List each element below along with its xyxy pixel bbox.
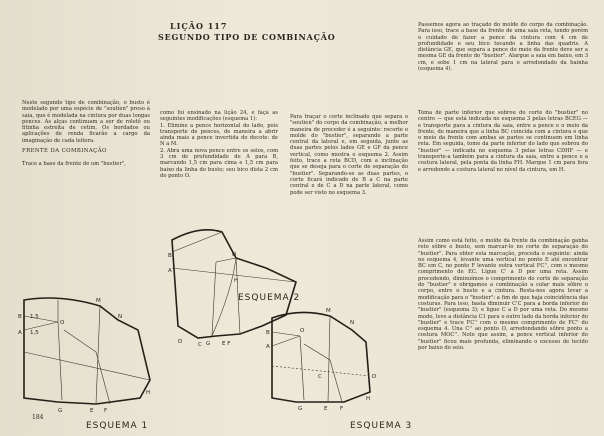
esquema3-label-H: H [366,396,371,402]
esquema3-label-E: E [324,406,328,412]
modifications-paragraph: como foi ensinado na lição 24, e faça as seguintes modificações (esquema 1): 1. Elimine a pence horizontal do lado, pois transporte de pences, de maneira a abrir ainda mais a pence invertida do decote: de N a M. 2. Abra uma nova pence entre os seios, com 3 cm de profundidade de A para B, marcando 1,5 cm para cima e 1,5 cm para baixo da linha do busto; seu bico dista 2 cm do ponto O. [160,110,278,179]
esquema-2-caption: ESQUEMA 2 [238,293,301,303]
esquema2-label-B: B [168,253,172,259]
page-number: 184 [32,414,44,421]
esquema2-label-O: O [232,252,237,258]
esquema2-label-C: C [198,342,202,348]
lesson-number: LIÇÃO 117 [170,21,228,31]
esquema2-label-H: H [234,278,239,284]
esquema2-label-EF: E F [222,341,231,347]
esquema3-label-M: M [326,308,331,314]
esquema1-label-15b: 1,5 [30,330,39,336]
esquema3-label-F: F [340,406,344,412]
esquema3-label-G: G [298,406,303,412]
esquema1-label-M: M [96,298,101,304]
esquema3-label-C: C [318,374,322,380]
page-title: SEGUNDO TIPO DE COMBINAÇÃO [158,32,336,42]
intro-paragraph: Neste segundo tipo de combinação, o busto é modelado por uma espécie de "soutien" preso à saia, que é modelada na cintura por duas longas pences. As alças continuam a ser de roletê ou fitinha estreita de cetim. Os bordados ou aplicações de renda ficarão a cargo da imaginação de cada leitora. [22,100,150,144]
esquema1-label-H: H [146,390,151,396]
cut-paragraph: Para traçar o corte inclinado que separa o "soutien" do corpo da combinação, a melhor maneira de proceder é a seguinte: recorte o molde do "bustier", separando a parte central da lateral e, em seguida, junte as duas partes pelos lados GE e GF da pence vertical, como mostra o esquema 2. Assim feito, trace a reta BCD, com a inclinação que se deseja para o corte de separação do "bustier". Separando-se as duas partes, o corte ficará indicado de B a C na parte central e de C a D na parte lateral, como pode ser visto no esquema 3. [290,114,408,196]
esquema3-label-O: O [300,328,305,334]
esquema-2-diagram [168,230,300,348]
esquema-1-caption: ESQUEMA 1 [86,421,149,431]
esquema1-label-G: G [58,408,63,414]
top-right-paragraph: Passemos agora ao traçado do molde do corpo da combinação. Para isso, trace a base da frente de uma saia reta, tendo porém o cuidado de fazer a pence da cintura com 4 cm de profundidade e seu bico tocando a linha das quadris. A distância GE, que separa a pence do meio da frente deve ser a mesma GE da frente do "bustier". Alargue a saia em baixo, em 3 cm, e sobe 1 cm na lateral para o arredondado da bainha (esquema 4). [418,22,588,73]
esquema1-label-O: O [60,320,65,326]
esquema1-label-15a: 1,5 [30,314,39,320]
esquema-3-caption: ESQUEMA 3 [350,421,413,431]
esquema3-label-A: A [266,344,270,350]
esquema1-label-F: F [104,408,108,414]
esquema1-label-A: A [18,330,22,336]
esquema3-label-D: D [372,374,377,380]
section-subtitle: FRENTE DA COMBINAÇÃO [22,148,107,154]
esquema1-label-B: B [18,314,22,320]
esquema3-label-B: B [266,330,270,336]
esquema2-label-G: G [206,341,211,347]
esquema3-label-N: N [350,320,355,326]
trace-base-paragraph: Trace a base da frente de um "bustier", [22,161,126,167]
esquema2-label-A: A [168,268,172,274]
esquema-1-diagram [18,298,150,431]
esquema2-label-D: D [178,339,183,345]
esquema1-label-E: E [90,408,94,414]
esquema1-label-N: N [118,314,123,320]
marking-paragraph: Assim como está feito, o molde da frente da combinação ganha reto sôbre o busto, sem marcar-lo no corte de separação do "bustier". Para obter esta marcação, proceda o seguinte: ainda no esquema 4, levante uma vertical no ponto E até encontrar BC em C, no ponto F levante outra vertical FC'', com o mesmo comprimento de EC. Ligue C' a D por uma reta. Assim procedendo, diminuímos o comprimento do corte de separação do "bustier" e obrigamos a combinação a colar mais sôbre o corpo, entre o busto e a cintura. Resta-nos agora levar a modificação para o "bustier": a fim de que haja coincidência das costuras. Para isso, basta diminuir C'C para a borda inferior do "bustier" (esquema 3); e ligue C a D por uma reta. Do mesmo modo, leve a distância C1 para o outro lado da borda inferior do "bustier" e trace FC'' com o mesmo comprimento de FC'' do esquema 4. Una C'' ao ponto O, arredondando sôbre ponto a costura MOC''. Note que assim, a pence vertical inferior do "bustier" ficou mais profunda, eliminando o excesso de tecido por baixo do seio. [418,238,588,352]
transfer-paragraph: Toma de parte inferior que sobrou do corte do "bustier" no centro — que está indicada no esquema 3 pelas letras BCEG — e transporte para a cintura da saia, entre a pence e o meio da frente, de maneira que a linha BC coincida com a cintura e que o meio da frente com ambas as partes se continuem em linha reta. Em seguida, tome da parte inferior do lado que sobrou do "bustier" — indicada no esquema 3 pelas letras CDHF — e transporte-a também para a cintura da saia, entre a pence e a costura lateral, pela ponta da linha FH. Marque 1 cm para fora e arredonde a costura lateral no nível da cintura, em H. [418,110,588,173]
esquema-3-diagram [266,308,412,431]
